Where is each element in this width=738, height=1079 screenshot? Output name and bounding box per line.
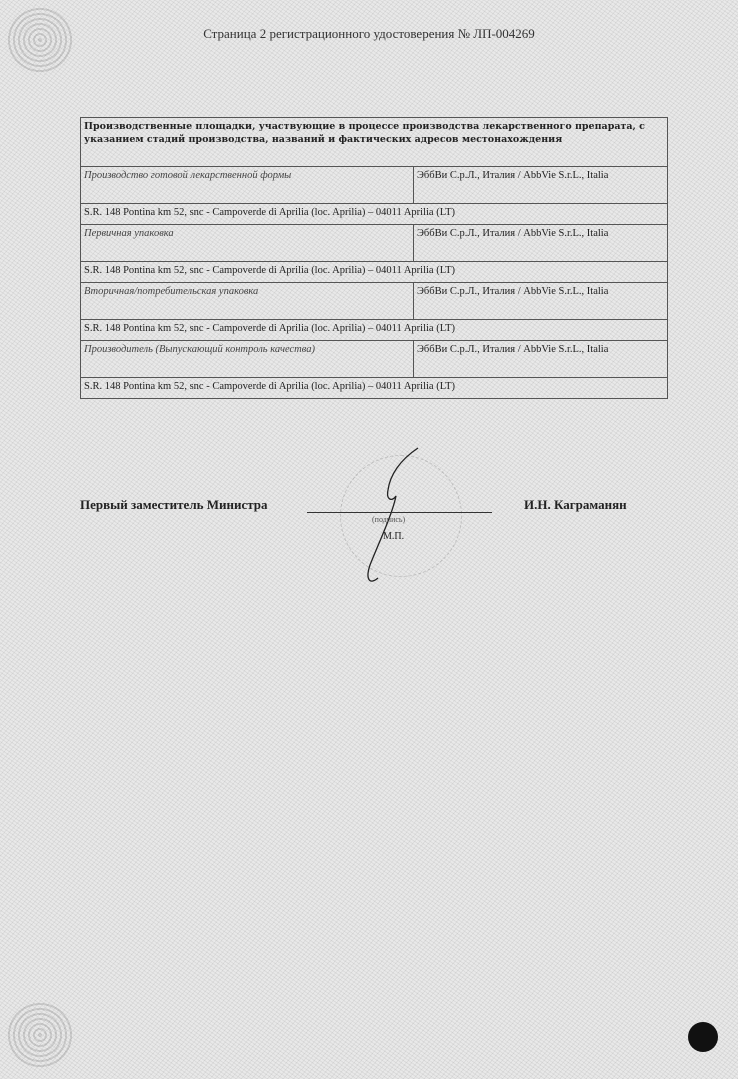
stage-cell: Вторичная/потребительская упаковка [81,283,414,320]
signatory-name: И.Н. Каграманян [524,497,627,512]
stage-cell: Производство готовой лекарственной формы [81,167,414,204]
table-row [81,204,668,225]
table-row [81,262,668,283]
table-row [81,167,668,204]
decorative-rosette [5,1000,75,1070]
address-cell: S.R. 148 Pontina km 52, snc - Campoverde di Aprilia (loc. Aprilia) – 04011 Aprilia (LT) [81,320,668,341]
signature-line [307,512,492,513]
org-cell: ЭббВи С.р.Л., Италия / AbbVie S.r.L., Italia [414,283,668,320]
table-row [81,341,668,378]
hologram-seal [688,1022,718,1052]
org-cell: ЭббВи С.р.Л., Италия / AbbVie S.r.L., Italia [414,225,668,262]
manufacturing-sites-table [80,117,668,399]
address-cell: S.R. 148 Pontina km 52, snc - Campoverde di Aprilia (loc. Aprilia) – 04011 Aprilia (LT) [81,262,668,283]
stage-cell: Производитель (Выпускающий контроль качества) [81,341,414,378]
table-row [81,320,668,341]
table-heading: Производственные площадки, участвующие в процессе производства лекарственного препарата, с указанием стадий производства, названий и фактических адресов местонахождения [81,118,668,167]
address-cell: S.R. 148 Pontina km 52, snc - Campoverde di Aprilia (loc. Aprilia) – 04011 Aprilia (LT) [81,204,668,225]
page-header: Страница 2 регистрационного удостоверения № ЛП-004269 [203,26,535,41]
table-row [81,283,668,320]
signatory-title: Первый заместитель Министра [80,497,268,512]
address-cell: S.R. 148 Pontina km 52, snc - Campoverde di Aprilia (loc. Aprilia) – 04011 Aprilia (LT) [81,378,668,399]
table-row [81,225,668,262]
org-cell: ЭббВи С.р.Л., Италия / AbbVie S.r.L., Italia [414,341,668,378]
stamp-mark: М.П. [383,531,405,542]
stage-cell: Первичная упаковка [81,225,414,262]
signature-caption: (подпись) [372,515,406,524]
org-cell: ЭббВи С.р.Л., Италия / AbbVie S.r.L., Italia [414,167,668,204]
table-row [81,378,668,399]
